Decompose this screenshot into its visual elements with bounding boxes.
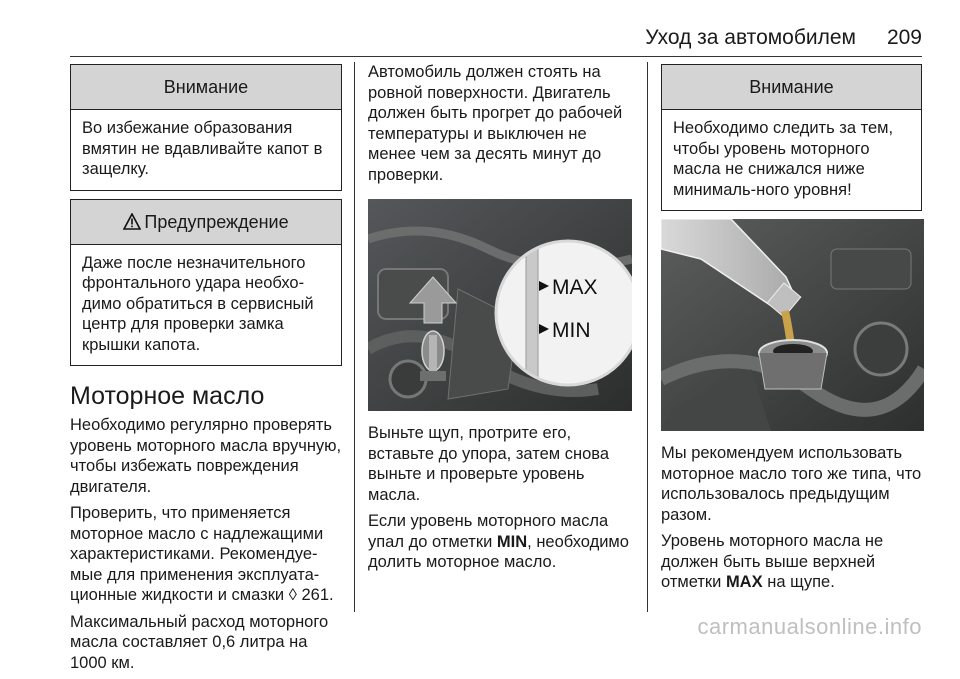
- paragraph: Мы рекомендуем использовать моторное масло того же типа, что использовалось предыдущим разом.: [661, 444, 922, 524]
- paragraph: [661, 531, 922, 593]
- notice-title: Внимание: [71, 65, 341, 110]
- paragraph-text: Проверить, что применяется моторное масло с надлежащими характеристиками. Рекомендуе-мые для применения эксплуата-ционные жидкости и смазки: [70, 504, 324, 604]
- watermark: carmanualsonline.info: [697, 614, 922, 639]
- notice-box: [661, 64, 922, 211]
- notice-box: [70, 64, 342, 191]
- column-divider: [354, 62, 355, 612]
- min-mark-text: MIN: [496, 532, 528, 551]
- paragraph: Необходимо регулярно проверять уровень моторного масла вручную, чтобы избежать повреждения двигателя.: [70, 416, 342, 496]
- paragraph: Автомобиль должен стоять на ровной поверхности. Двигатель должен быть прогрет до рабочей температуры и выключен не менее чем за десять минут до проверки.: [368, 63, 623, 184]
- notice-body: Во избежание образования вмятин не вдавливайте капот в защелку.: [82, 119, 323, 178]
- notice-title: Внимание: [662, 65, 921, 110]
- paragraph-text: на щупе.: [767, 573, 835, 591]
- dipstick-illustration: [368, 199, 632, 411]
- reference-arrow-icon: ◊: [288, 586, 297, 604]
- column-left: [70, 64, 342, 679]
- min-label: MIN: [552, 319, 591, 342]
- page-number: 209: [886, 26, 922, 49]
- paragraph-text: , необходимо долить моторное масло.: [368, 532, 629, 571]
- oil-filling-image: [661, 219, 924, 431]
- max-label: MAX: [552, 276, 598, 299]
- column-middle: [368, 62, 634, 579]
- column-divider: [647, 62, 648, 612]
- warning-title: Предупреждение: [144, 211, 289, 232]
- warning-box: [70, 199, 342, 367]
- header-title: Уход за автомобилем: [645, 26, 856, 49]
- header-rule: [70, 56, 922, 57]
- paragraph-with-reference: [70, 503, 342, 606]
- engine-dipstick-image: [368, 199, 632, 411]
- paragraph: Выньте щуп, протрите его, вставьте до упора, затем снова выньте и проверьте уровень масла.: [368, 424, 610, 504]
- column-right: [661, 64, 922, 599]
- warning-body: Даже после незначительного фронтального удара необхо-димо обратиться в сервисный центр для проверки замка крышки капота.: [82, 253, 314, 354]
- warning-header: [71, 200, 341, 245]
- paragraph: Максимальный расход моторного масла составляет 0,6 литра на 1000 км.: [70, 612, 329, 672]
- max-mark-text: MAX: [725, 573, 763, 591]
- oil-pouring-illustration: [661, 219, 924, 431]
- paragraph: [368, 511, 634, 573]
- page-header: [0, 0, 960, 60]
- section-title: Моторное масло: [70, 382, 265, 410]
- notice-body: Необходимо следить за тем, чтобы уровень моторного масла не снижался ниже минималь-ного уровня!: [673, 119, 894, 199]
- paragraph-text: Если уровень моторного масла упал до отметки: [368, 512, 609, 551]
- warning-icon: [123, 213, 141, 230]
- paragraph-text: Уровень моторного масла не должен быть выше верхней отметки: [661, 532, 884, 591]
- reference-page-link[interactable]: 261.: [301, 586, 334, 604]
